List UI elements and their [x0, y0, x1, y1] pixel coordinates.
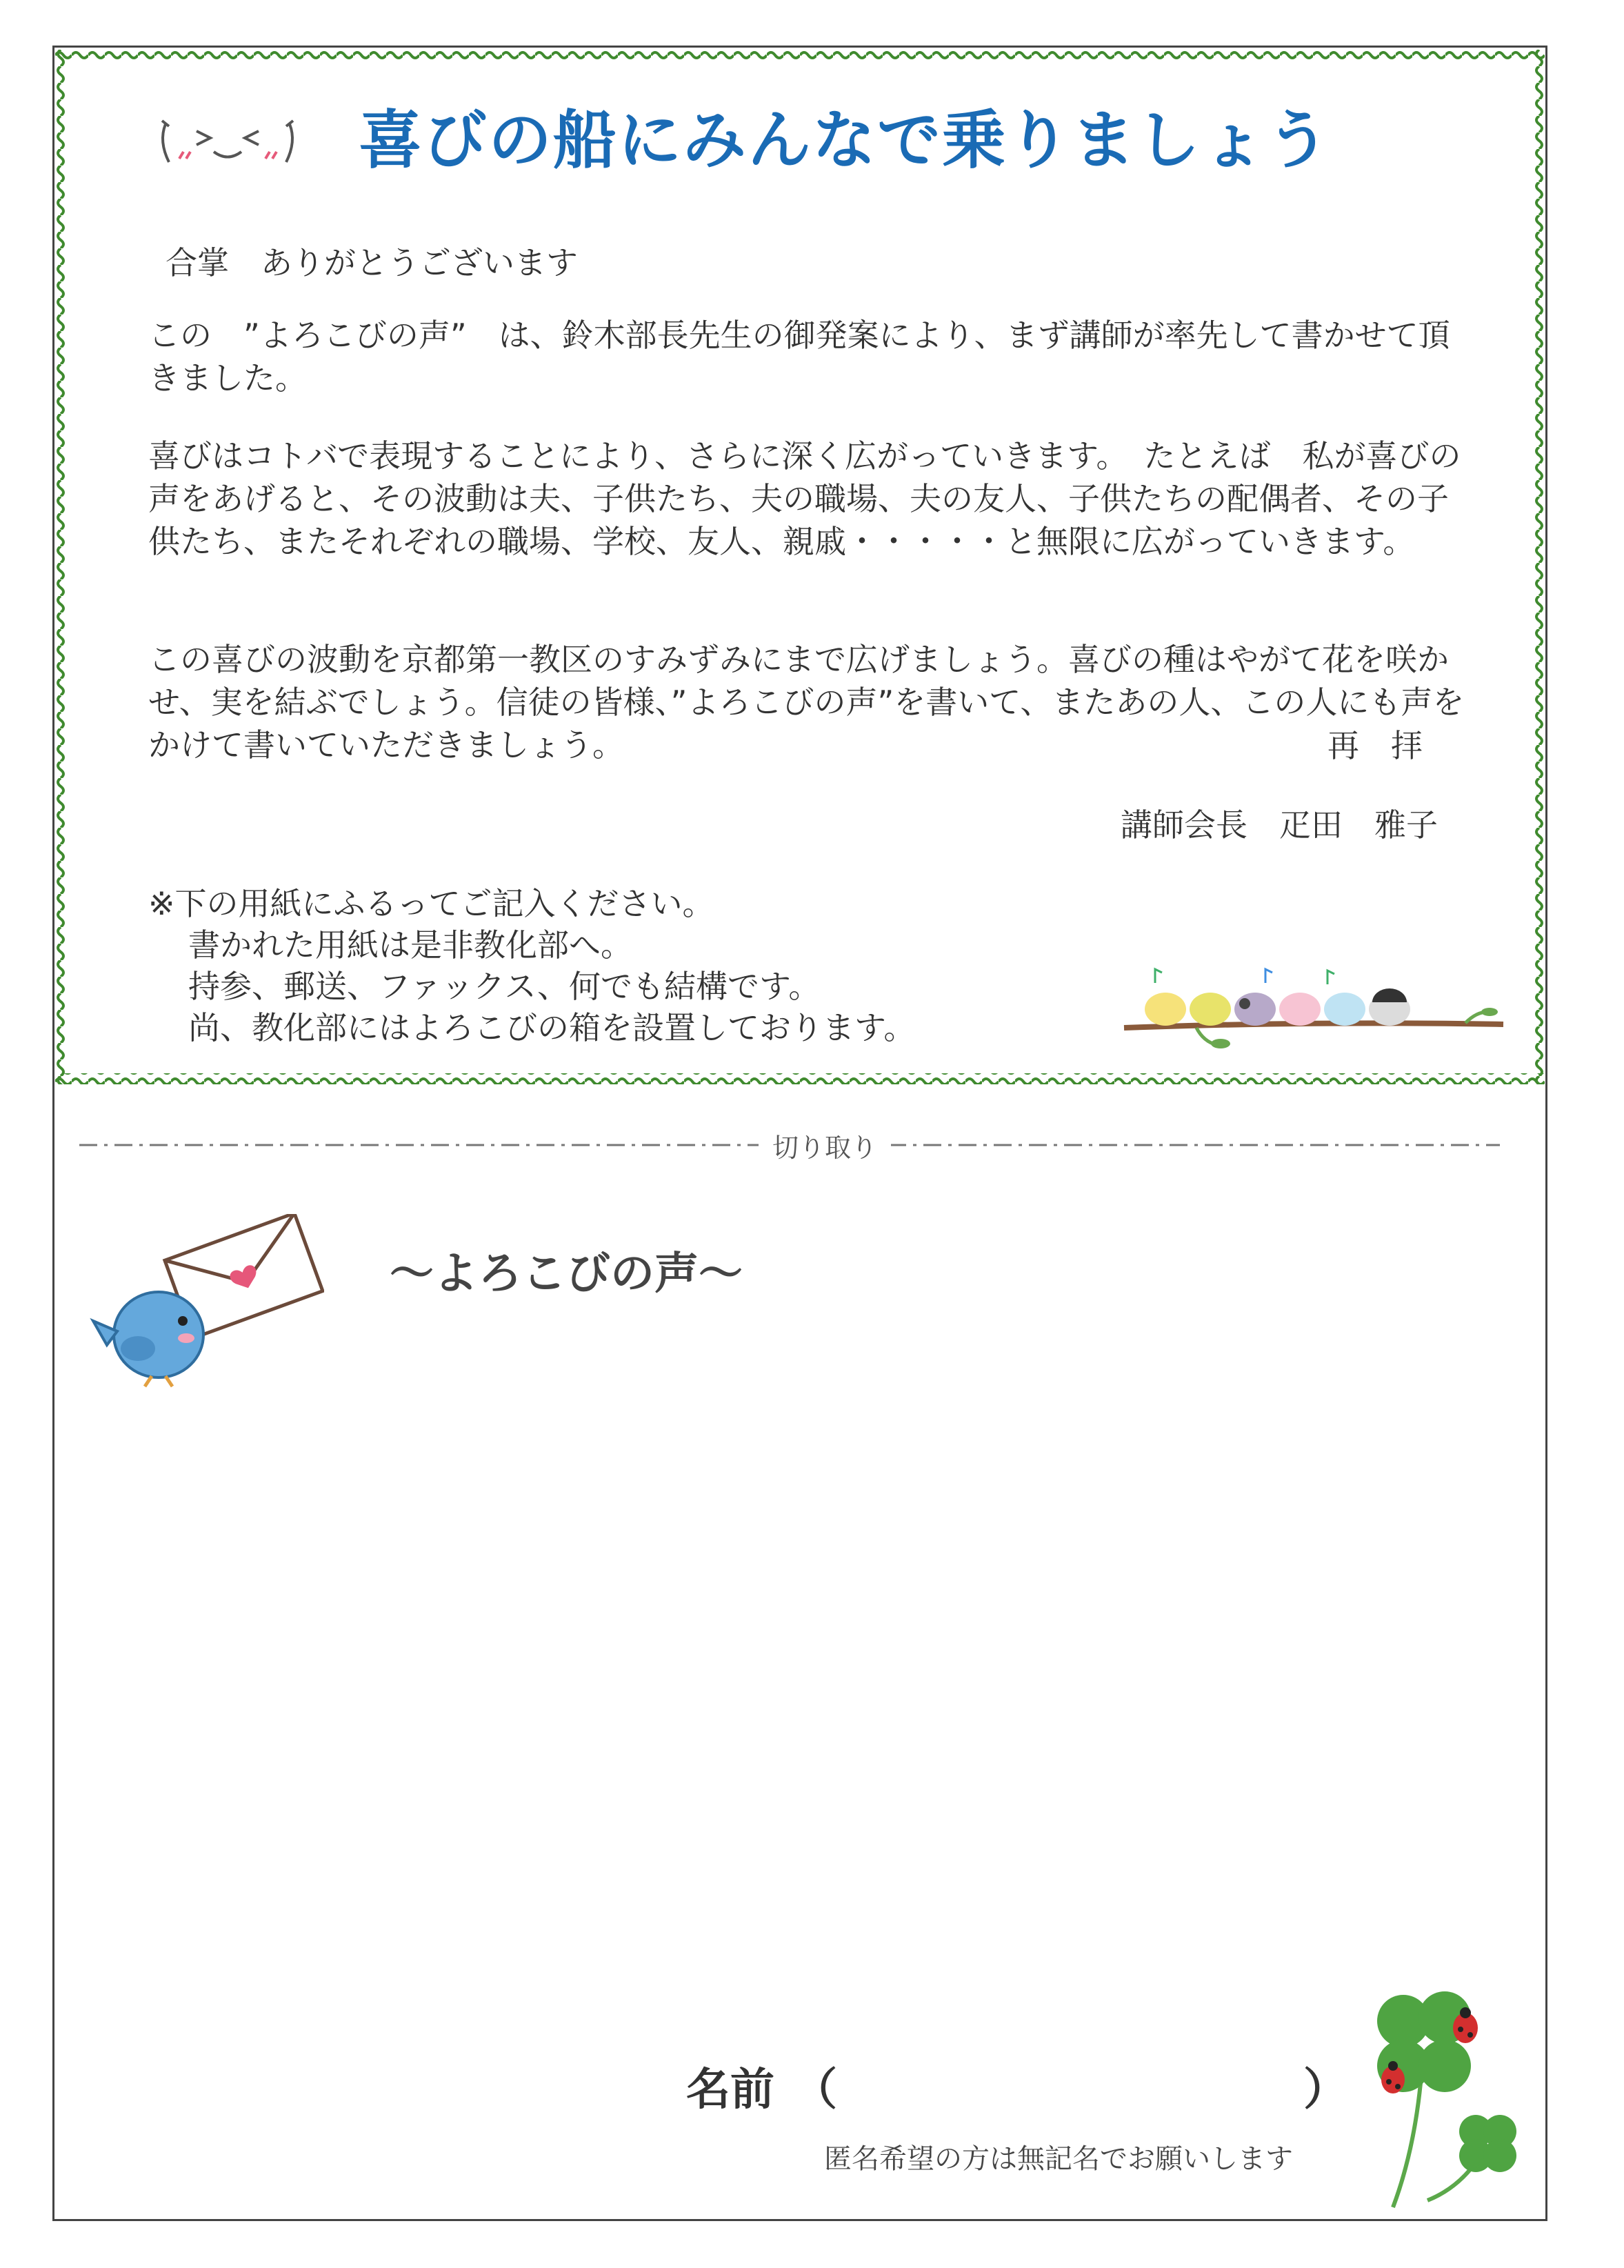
name-label: 名前	[686, 2065, 774, 2116]
paragraph-joy: 喜びはコトバで表現することにより、さらに深く広がっていきます。 たとえば 私が喜びの声をあげると、その波動は夫、子供たち、夫の職場、夫の友人、子供たちの配偶者、その子供たち、またそれぞれの職場、学校、友人、親戚・・・・・と無限に広がっていきます。	[148, 437, 1461, 560]
instruction-line: 持参、郵送、ファックス、何でも結構です。	[188, 968, 821, 1005]
instructions	[148, 883, 915, 1048]
cut-label: 切り取り	[759, 1126, 891, 1164]
instruction-line: 書かれた用紙は是非教化部へ。	[188, 926, 632, 964]
paragraph-spread: この喜びの波動を京都第一教区のすみずみにまで広げましょう。喜びの種はやがて花を咲かせ、実を結ぶでしょう。信徒の皆様、”よろこびの声”を書いて、またあの人、この人にも声をかけて書いていただきましょう。	[148, 641, 1465, 764]
form-title: ～よろこびの声～	[390, 1249, 743, 1300]
smiling-face-icon	[155, 103, 300, 179]
anonymous-note: 匿名希望の方は無記名でお願いします	[824, 2143, 1293, 2175]
instruction-line: ※下の用紙にふるってご記入ください。	[148, 885, 714, 922]
closing: 再 拝	[1327, 727, 1423, 764]
bird-with-letter-icon	[90, 1214, 324, 1393]
name-bracket-close: ）	[1303, 2065, 1347, 2116]
paragraph-intro: この ”よろこびの声” は、鈴木部長先生の御発案により、まず講師が率先して書かせて頂きました。	[148, 317, 1450, 397]
greeting: 合掌 ありがとうございます	[166, 244, 578, 281]
signature: 講師会長 疋田 雅子	[1121, 806, 1438, 844]
page-title: 喜びの船にみんなで乗りましょう	[359, 103, 1332, 177]
instruction-line: 尚、教化部にはよろこびの箱を設置しております。	[188, 1009, 916, 1046]
clover-with-ladybugs-icon	[1372, 1980, 1531, 2214]
birds-on-branch-icon	[1121, 962, 1507, 1052]
name-bracket-open: （	[793, 2065, 837, 2116]
